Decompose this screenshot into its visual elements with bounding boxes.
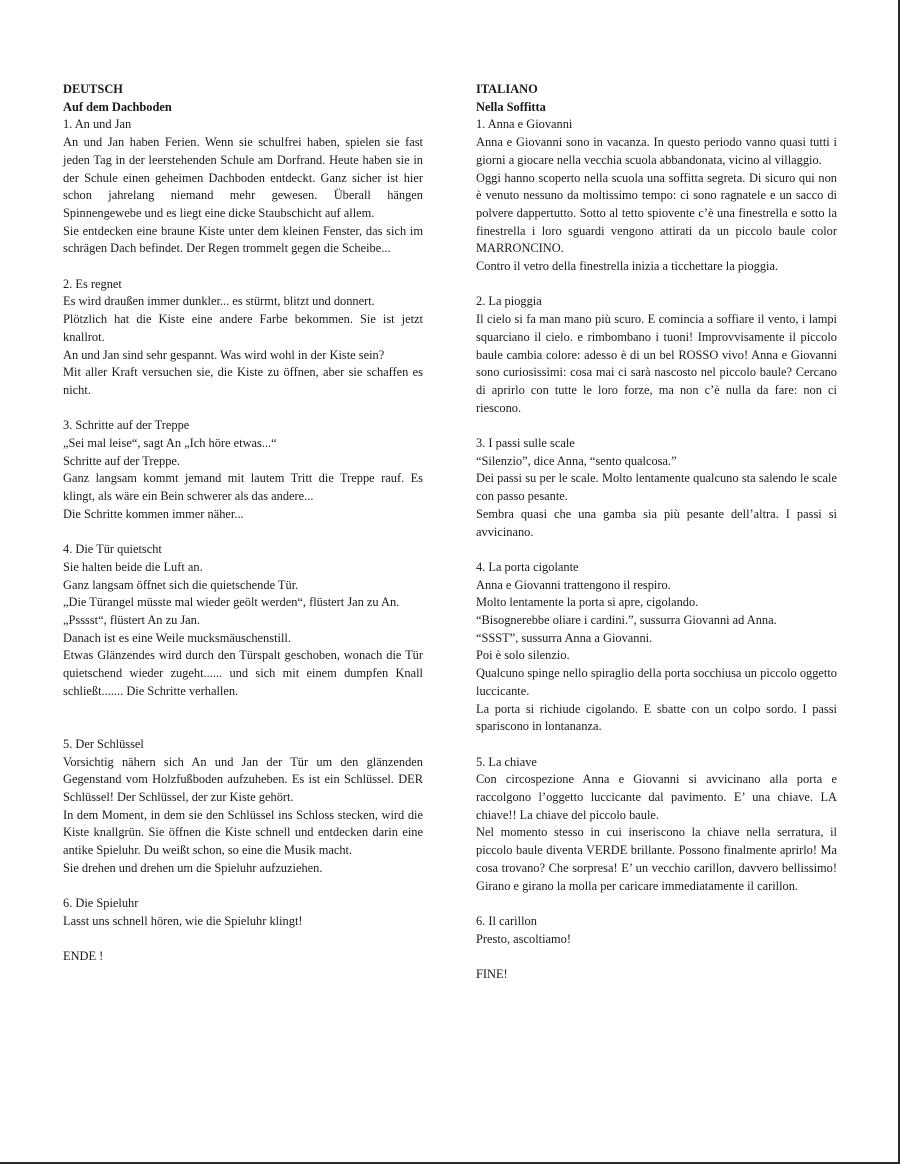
german-section-heading: 1. An und Jan xyxy=(63,117,132,132)
italian-section-text: Presto, ascoltiamo! xyxy=(476,931,571,946)
german-section-text: Es wird draußen immer dunkler... es stürmt, blitzt und donnert. Plötzlich hat die Kiste eine andere Farbe bekommen. Sie ist jetzt knallrot. An und Jan sind sehr gespannt. Was wird wohl in der Kiste sein? Mit aller Kraft versuchen sie, die Kiste zu öffnen, aber sie schaffen es nicht. xyxy=(63,294,423,397)
german-section-heading: 6. Die Spieluhr xyxy=(63,896,139,911)
german-section-text: Vorsichtig nähern sich An und Jan der Tür um den glänzenden Gegenstand vom Holzfußboden aufzuheben. Es ist ein Schlüssel. DER Schlüssel! Der Schlüssel, der zur Kiste gehört. In dem Moment, in dem sie den Schlüssel ins Schloss stecken, wird die Kiste knallgrün. Sie öffnen die Kiste schnell und entdecken darin eine antike Spieluhr. Du weißt schon, so eine die Musik macht. Sie drehen und drehen um die Spieluhr aufzuziehen. xyxy=(63,754,423,875)
italian-section-heading: 3. I passi sulle scale xyxy=(476,436,575,451)
german-closing: ENDE ! xyxy=(63,949,104,964)
italian-section-heading: 6. Il carillon xyxy=(476,913,537,928)
german-section xyxy=(63,417,423,523)
italian-story-title: Nella Soffitta xyxy=(476,99,546,114)
german-column xyxy=(63,81,423,966)
german-language-heading: DEUTSCH xyxy=(63,82,123,96)
german-story-title: Auf dem Dachboden xyxy=(63,99,172,114)
german-section-heading: 4. Die Tür quietscht xyxy=(63,542,162,557)
italian-section-text: Con circospezione Anna e Giovanni si avvicinano alla porta e raccolgono l’oggetto luccicante dal pavimento. E’ una chiave. LA chiave!! La chiave del piccolo baule. Nel momento stesso in cui inseriscono la chiave nella serratura, il piccolo baule diventa VERDE brillante. Possono finalmente aprirlo! Ma cosa trovano? Che sorpresa! E’ un vecchio carillon, davvero bellissimo! Girano e girano la molla per caricare immediatamente il carillon. xyxy=(476,772,837,893)
italian-section-text: Anna e Giovanni sono in vacanza. In questo periodo vanno quasi tutti i giorni a giocare nella vecchia scuola abbandonata, vicino al villaggio. Oggi hanno scoperto nella scuola una soffitta segreta. Di sicuro qui non è venuto nessuno da moltissimo tempo: ci sono ragnatele e un sacco di polvere dappertutto. Sotto al tetto spiovente c’è una finestrella e sotto la finestrella i loro sguardi vengono attirati da un piccolo baule color MARRONCINO. Contro il vetro della finestrella inizia a ticchettare la pioggia. xyxy=(476,135,837,274)
italian-section-heading: 1. Anna e Giovanni xyxy=(476,117,573,132)
italian-section-text: “Silenzio”, dice Anna, “sento qualcosa.” Dei passi su per le scale. Molto lentamente qualcuno sta salendo le scale con passo pesante. Sembra quasi che una gamba sia più pesante dell’altra. I passi si avvicinano. xyxy=(476,453,837,539)
german-section xyxy=(63,541,423,700)
italian-column xyxy=(476,81,837,984)
italian-section-text: Il cielo si fa man mano più scuro. E comincia a soffiare il vento, i lampi squarciano il cielo. e rimbombano i tuoni! Improvvisamente il piccolo baule cambia colore: adesso è di un bel ROSSO vivo! Anna e Giovanni sono curiosissimi: cosa mai ci sarà nascosto nel piccolo baule? Cercano di aprirlo con tutte le loro forze, ma non c’è nulla da fare: non ci riescono. xyxy=(476,312,837,415)
italian-section-heading: 2. La pioggia xyxy=(476,294,542,309)
italian-section-text: Anna e Giovanni trattengono il respiro. Molto lentamente la porta si apre, cigolando. “Bisognerebbe oliare i cardini.”, sussurra Giovanni ad Anna. “SSST”, sussurra Anna a Giovanni. Poi è solo silenzio. Qualcuno spinge nello spiraglio della porta socchiusa un piccolo oggetto luccicante. La porta si richiude cigolando. E sbatte con un colpo sordo. I passi spariscono in lontananza. xyxy=(476,577,837,734)
italian-section xyxy=(476,754,837,896)
italian-language-heading: ITALIANO xyxy=(476,82,538,96)
italian-section-heading: 4. La porta cigolante xyxy=(476,559,579,574)
italian-section xyxy=(476,913,837,948)
italian-section xyxy=(476,559,837,736)
italian-section xyxy=(476,435,837,541)
german-section xyxy=(63,116,423,258)
german-section-text: „Sei mal leise“, sagt An „Ich höre etwas...“ Schritte auf der Treppe. Ganz langsam kommt jemand mit lautem Tritt die Treppe rauf. Es klingt, als wäre ein Bein schwerer als das andere... Die Schritte kommen immer näher... xyxy=(63,436,423,521)
italian-section-heading: 5. La chiave xyxy=(476,754,537,769)
german-section xyxy=(63,895,423,930)
italian-closing: FINE! xyxy=(476,967,508,982)
german-section-text: An und Jan haben Ferien. Wenn sie schulfrei haben, spielen sie fast jeden Tag in der leerstehenden Schule am Dorfrand. Heute haben sie in der Schule einen geheimen Dachboden entdeckt. Ganz sicher ist hier schon jahrelang niemand mehr gewesen. Überall hängen Spinnengewebe und es liegt eine dicke Staubschicht auf allem. Sie entdecken eine braune Kiste unter dem kleinen Fenster, das sich im schrägen Dach befindet. Der Regen trommelt gegen die Scheibe... xyxy=(63,135,423,256)
italian-section xyxy=(476,293,837,417)
german-section-heading: 3. Schritte auf der Treppe xyxy=(63,418,190,433)
german-section xyxy=(63,276,423,400)
italian-section xyxy=(476,116,837,275)
german-section-heading: 5. Der Schlüssel xyxy=(63,736,144,751)
german-section-heading: 2. Es regnet xyxy=(63,276,122,291)
german-section-text: Sie halten beide die Luft an. Ganz langsam öffnet sich die quietschende Tür. „Die Türangel müsste mal wieder geölt werden“, flüstert Jan zu An. „Psssst“, flüstert An zu Jan. Danach ist es eine Weile mucksmäuschenstill. Etwas Glänzendes wird durch den Türspalt geschoben, wonach die Tür quietschend wieder zugeht...... und sich mit einem dumpfen Knall schließt....... Die Schritte verhallen. xyxy=(63,559,423,698)
german-section xyxy=(63,736,423,878)
german-section-text: Lasst uns schnell hören, wie die Spieluhr klingt! xyxy=(63,913,303,928)
